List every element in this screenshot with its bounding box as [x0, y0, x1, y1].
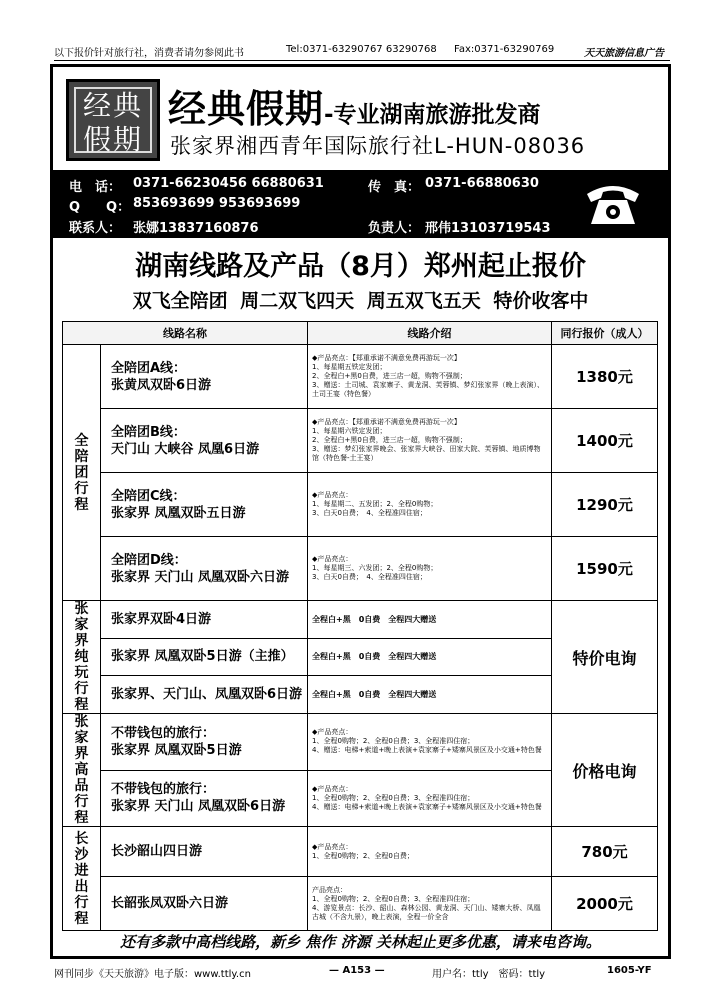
price-table: [62, 321, 658, 931]
special-price-c: 价格电询: [552, 714, 658, 827]
contact-box: [53, 170, 668, 238]
route-name: 张家界、天门山、凤凰双卧6日游: [101, 676, 308, 714]
company-name: 张家界湘西青年国际旅行社L-HUN-08036: [170, 134, 586, 158]
category-a: 全陪团行程: [63, 345, 101, 601]
route-price: 1290元: [552, 473, 658, 537]
route-name: 长沙韶山四日游: [101, 827, 308, 877]
route-desc: 全程白+黑 0自费 全程四大赠送: [308, 601, 552, 639]
route-name: 全陪团B线： 天门山 大峡谷 凤凰6日游: [101, 409, 308, 473]
route-desc: ◆产品亮点： 1、每星期三、六发团；2、全程0购物； 3、白天0自费； 4、全程准四住宿；: [308, 537, 552, 601]
category-b: 张家界纯玩行程: [63, 601, 101, 714]
route-price: 2000元: [552, 877, 658, 931]
qq-value: 853693699 953693699: [133, 196, 301, 211]
bottom-slogan: 还有多款中高档线路，新乡 焦作 济源 关林起止更多优惠，请来电咨询。: [120, 933, 601, 951]
footer-bar: [54, 963, 670, 979]
special-price-b: 特价电询: [552, 601, 658, 714]
route-price: 1400元: [552, 409, 658, 473]
qq-label: Q Q：: [69, 200, 131, 215]
route-price: 780元: [552, 827, 658, 877]
route-desc: ◆产品亮点： 1、全程0购物；2、全程0自费；3、全程准四住宿； 4、赠送：电梯+索道+晚上表演+袁家寨子+矮寨风景区及小交通+特色餐: [308, 770, 552, 827]
footer-page: — A153 —: [329, 965, 385, 976]
header-price: 同行报价（成人）: [552, 322, 658, 345]
company-logo: [66, 79, 160, 161]
telephone-icon: [583, 180, 643, 228]
headline: 湖南线路及产品（8月）郑州起止报价: [135, 251, 586, 282]
brand-title: [168, 78, 541, 133]
top-brand: 天天旅游信息广告: [584, 48, 664, 59]
footer-user: 用户名：ttly 密码：ttly: [432, 969, 546, 980]
brand-subtitle: -专业湖南旅游批发商: [324, 102, 541, 128]
route-desc: ◆产品亮点： 1、全程0购物；2、全程0自费；: [308, 827, 552, 877]
route-name: 全陪团D线： 张家界 天门山 凤凰双卧六日游: [101, 537, 308, 601]
contact-person-label: 联系人：: [69, 221, 122, 236]
top-tel: Tel:0371-63290767 63290768: [286, 44, 437, 55]
route-name: 全陪团A线： 张黄凤双卧6日游: [101, 345, 308, 409]
category-d: 长沙进出行程: [63, 827, 101, 931]
manager-label: 负责人：: [368, 221, 421, 236]
table-row: [63, 714, 658, 771]
logo-line-2: 假期: [82, 123, 143, 156]
contact-person-value: 张娜13837160876: [133, 221, 259, 236]
footer-issue: 1605-YF: [607, 965, 652, 976]
header-route-desc: 线路介绍: [308, 322, 552, 345]
top-fax: Fax:0371-63290769: [454, 44, 555, 55]
manager-value: 邢伟13103719543: [425, 221, 551, 236]
route-desc: 产品亮点： 1、全程0购物；2、全程0自费；3、全程准四住宿； 4、游览景点：长沙、韶山、森林公园、黄龙洞、天门山、矮寨大桥、凤凰古城（不含九景），晚上表演，全程一价全含: [308, 877, 552, 931]
route-name: 不带钱包的旅行： 张家界 凤凰双卧5日游: [101, 714, 308, 771]
route-desc: ◆产品亮点：【郑重承诺不满意免费再游玩一次】 1、每星期六铁定发团； 2、全程白+黑0自费，进三店一超，购物不强制； 3、赠送：梦幻张家界晚会、张家界大峡谷、田家大院、芙蓉镇、地质博物馆（特色餐-土王宴）: [308, 409, 552, 473]
route-name: 不带钱包的旅行： 张家界 天门山 凤凰双卧6日游: [101, 770, 308, 827]
table-row: [63, 877, 658, 931]
route-name: 张家界 凤凰双卧5日游（主推）: [101, 638, 308, 676]
table-row: [63, 473, 658, 537]
route-desc: 全程白+黑 0自费 全程四大赠送: [308, 676, 552, 714]
table-header-row: [63, 322, 658, 345]
category-c: 张家界高品行程: [63, 714, 101, 827]
route-desc: ◆产品亮点：【郑重承诺不满意免费再游玩一次】 1、每星期五铁定发团； 2、全程白+黑0自费，进三店一超，购物不强制； 3、赠送：土司城、袁家寨子、黄龙洞、芙蓉镇、梦幻张家界（晚上表演）、土司王宴（特色餐）: [308, 345, 552, 409]
footer-site: 网刊同步《天天旅游》电子版：www.ttly.cn: [54, 969, 251, 980]
route-name: 长韶张凤双卧六日游: [101, 877, 308, 931]
table-row: [63, 601, 658, 639]
brand-name: 经典假期: [168, 87, 325, 131]
route-desc: 全程白+黑 0自费 全程四大赠送: [308, 638, 552, 676]
table-row: [63, 537, 658, 601]
phone-value: 0371-66230456 66880631: [133, 176, 324, 191]
top-notice: 以下报价针对旅行社，消费者请勿参阅此书: [54, 48, 244, 59]
table-row: [63, 409, 658, 473]
route-name: 张家界双卧4日游: [101, 601, 308, 639]
fax-value: 0371-66880630: [425, 176, 539, 191]
top-info-bar: [54, 42, 670, 61]
route-price: 1590元: [552, 537, 658, 601]
header-route-name: 线路名称: [63, 322, 308, 345]
route-desc: ◆产品亮点： 1、每星期二、五发团；2、全程0购物； 3、白天0自费； 4、全程准四住宿；: [308, 473, 552, 537]
route-name: 全陪团C线： 张家界 凤凰双卧五日游: [101, 473, 308, 537]
table-row: [63, 827, 658, 877]
logo-line-1: 经典: [82, 89, 143, 122]
fax-label: 传 真：: [368, 180, 421, 195]
route-price: 1380元: [552, 345, 658, 409]
route-desc: ◆产品亮点： 1、全程0购物；2、全程0自费；3、全程准四住宿； 4、赠送：电梯+索道+晚上表演+袁家寨子+矮寨风景区及小交通+特色餐: [308, 714, 552, 771]
subheadline: 双飞全陪团 周二双飞四天 周五双飞五天 特价收客中: [132, 290, 589, 312]
table-row: [63, 345, 658, 409]
phone-label: 电 话：: [69, 180, 122, 195]
